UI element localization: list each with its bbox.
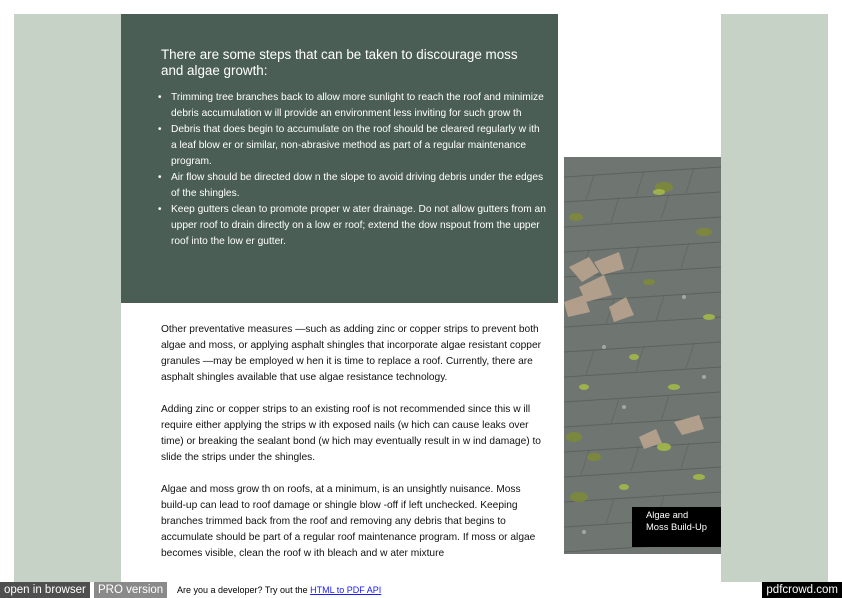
right-margin-band <box>721 14 828 582</box>
list-item <box>158 90 546 122</box>
body-paragraph: Adding zinc or copper strips to an existing roof is not recommended since this w ill require either applying the strips w ith exposed nails (w hich can cause leaks over time) or breaking the sealant bond (w hich may eventually result in w ind damage) to slide the strips under the shingles. <box>161 404 541 463</box>
list-item-text: Keep gutters clean to promote proper w ater drainage. Do not allow gutters from an upper roof to drain directly on a low er roof; extend the dow nspout from the upper roof into the low er gutter. <box>171 204 546 247</box>
pdfcrowd-footer <box>0 582 842 598</box>
developer-promo <box>177 582 381 598</box>
bullet-icon: • <box>158 92 162 103</box>
body-paragraph: Algae and moss grow th on roofs, at a minimum, is an unsightly nuisance. Moss build-up can lead to roof damage or shingle blow -off if left unchecked. Keeping branches trimmed back from the roof and removing any debris that begins to accumulate should be part of a regular roof maintenance program. If moss or algae becomes visible, clean the roof w ith bleach and w ater mixture <box>161 484 536 559</box>
pro-version-button[interactable]: PRO version <box>94 582 167 598</box>
roof-moss-photo <box>564 157 721 554</box>
list-item-text: Debris that does begin to accumulate on the roof should be cleared regularly w ith a leaf blow er or similar, non-abrasive method as part of a regular maintenance program. <box>171 124 540 167</box>
article-body <box>161 322 541 578</box>
left-margin-band <box>14 14 121 582</box>
panel-title: There are some steps that can be taken to discourage moss and algae growth: <box>161 47 518 78</box>
photo-caption <box>632 507 721 547</box>
list-item <box>158 122 546 170</box>
page-content <box>121 14 721 582</box>
body-paragraph: Other preventative measures —such as adding zinc or copper strips to prevent both algae and moss, or applying asphalt shingles that incorporate algae resistant copper granules —may be employed w hen it is time to replace a roof. Currently, there are asphalt shingles available that use algae resistance technology. <box>161 324 542 383</box>
caption-line-1: Algae and <box>646 509 689 520</box>
list-item <box>158 202 546 250</box>
bullet-icon: • <box>158 204 162 215</box>
html-to-pdf-api-link[interactable]: HTML to PDF API <box>310 585 382 595</box>
bullet-icon: • <box>158 172 162 183</box>
caption-line-2: Moss Build-Up <box>646 521 707 532</box>
tips-panel <box>121 14 558 303</box>
open-in-browser-button[interactable]: open in browser <box>0 582 90 598</box>
list-item <box>158 170 546 202</box>
tips-list <box>158 90 546 250</box>
list-item-text: Trimming tree branches back to allow more sunlight to reach the roof and minimize debris accumulation w ill provide an environment less inviting for such grow th <box>171 92 544 119</box>
roof-shingles-image <box>564 157 721 554</box>
bullet-icon: • <box>158 124 162 135</box>
pdfcrowd-brand-link[interactable]: pdfcrowd.com <box>762 582 842 598</box>
developer-promo-text: Are you a developer? Try out the <box>177 585 308 595</box>
list-item-text: Air flow should be directed dow n the slope to avoid driving debris under the edges of the shingles. <box>171 172 544 199</box>
